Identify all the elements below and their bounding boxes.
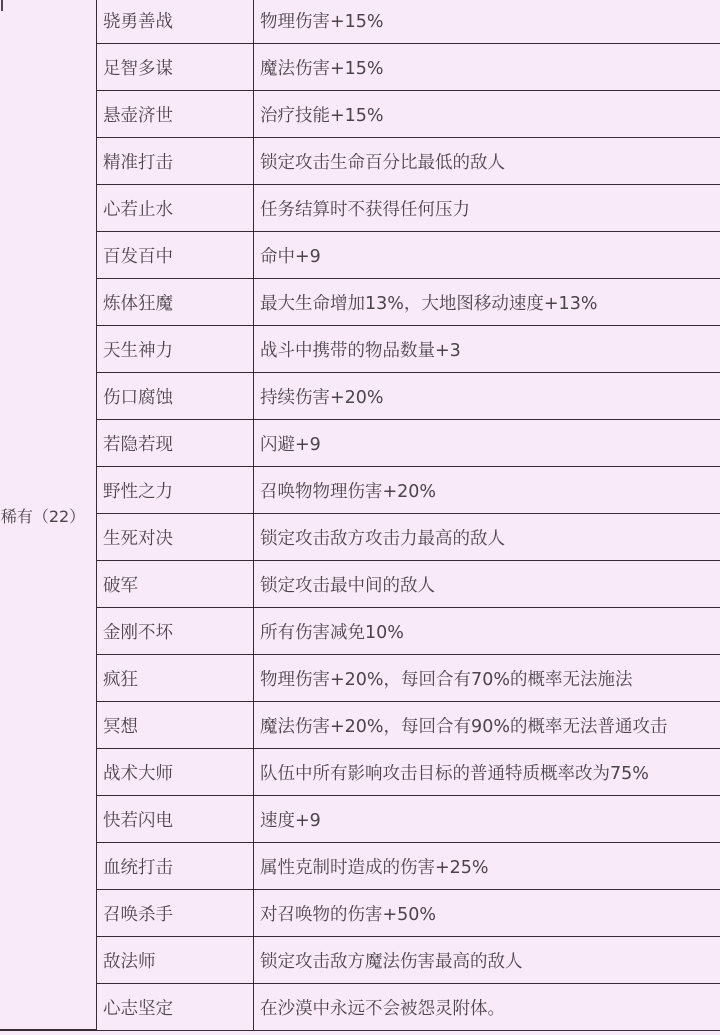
trait-description: 魔法伤害+20%，每回合有90%的概率无法普通攻击 (260, 716, 668, 737)
trait-name-cell (96, 232, 254, 278)
trait-desc-cell (254, 702, 720, 748)
trait-name: 精准打击 (103, 152, 173, 173)
trait-row (96, 561, 720, 608)
trait-row (96, 890, 720, 937)
trait-name-cell (96, 279, 254, 325)
trait-row (96, 279, 720, 326)
trait-name-cell (96, 44, 254, 90)
trait-name: 伤口腐蚀 (103, 387, 173, 408)
trait-name-cell (96, 91, 254, 137)
trait-name-cell (96, 185, 254, 231)
trait-name: 召唤杀手 (103, 904, 173, 925)
trait-description: 队伍中所有影响攻击目标的普通特质概率改为75% (260, 763, 649, 784)
rarity-label: 稀有（22） (0, 506, 86, 526)
trait-description: 锁定攻击生命百分比最低的敌人 (260, 152, 505, 173)
trait-desc-cell (254, 561, 720, 607)
trait-row (96, 608, 720, 655)
trait-desc-cell (254, 655, 720, 701)
table-left-border-fragment (1, 0, 3, 11)
trait-name: 血统打击 (103, 857, 173, 878)
trait-name-cell (96, 561, 254, 607)
trait-description: 所有伤害减免10% (260, 622, 404, 643)
trait-row (96, 984, 720, 1031)
trait-desc-cell (254, 44, 720, 90)
trait-desc-cell (254, 232, 720, 278)
trait-row (96, 843, 720, 890)
trait-name-cell (96, 138, 254, 184)
trait-row (96, 420, 720, 467)
trait-row (96, 44, 720, 91)
trait-desc-cell (254, 984, 720, 1030)
trait-name: 天生神力 (103, 340, 173, 361)
rarity-label-cell (0, 0, 96, 1030)
trait-name: 快若闪电 (103, 810, 173, 831)
trait-description: 治疗技能+15% (260, 105, 384, 126)
trait-desc-cell (254, 279, 720, 325)
trait-name: 野性之力 (103, 481, 173, 502)
trait-row (96, 796, 720, 843)
trait-description: 任务结算时不获得任何压力 (260, 199, 470, 220)
trait-row (96, 138, 720, 185)
trait-description: 锁定攻击敌方魔法伤害最高的敌人 (260, 951, 523, 972)
trait-name: 疯狂 (103, 669, 138, 690)
trait-desc-cell (254, 843, 720, 889)
trait-description: 物理伤害+20%，每回合有70%的概率无法施法 (260, 669, 633, 690)
trait-name: 足智多谋 (103, 58, 173, 79)
trait-name-cell (96, 655, 254, 701)
trait-desc-cell (254, 0, 720, 43)
trait-row (96, 937, 720, 984)
trait-description: 最大生命增加13%，大地图移动速度+13% (260, 293, 598, 314)
trait-name: 心若止水 (103, 199, 173, 220)
trait-row (96, 655, 720, 702)
trait-name: 破军 (103, 575, 138, 596)
trait-description: 属性克制时造成的伤害+25% (260, 857, 489, 878)
trait-desc-cell (254, 420, 720, 466)
trait-desc-cell (254, 138, 720, 184)
trait-description: 物理伤害+15% (260, 11, 384, 32)
trait-desc-cell (254, 326, 720, 372)
trait-name-cell (96, 420, 254, 466)
trait-desc-cell (254, 185, 720, 231)
trait-name: 战术大师 (103, 763, 173, 784)
trait-row (96, 326, 720, 373)
trait-name-cell (96, 0, 254, 43)
trait-description: 魔法伤害+15% (260, 58, 384, 79)
trait-desc-cell (254, 91, 720, 137)
trait-description: 召唤物物理伤害+20% (260, 481, 437, 502)
trait-name: 炼体狂魔 (103, 293, 173, 314)
trait-name-cell (96, 467, 254, 513)
trait-description: 对召唤物的伤害+50% (260, 904, 437, 925)
trait-name: 冥想 (103, 716, 138, 737)
trait-name: 骁勇善战 (103, 11, 173, 32)
trait-rows (96, 0, 720, 1031)
trait-name: 敌法师 (103, 951, 156, 972)
trait-row (96, 91, 720, 138)
trait-name-cell (96, 608, 254, 654)
trait-desc-cell (254, 749, 720, 795)
trait-description: 锁定攻击最中间的敌人 (260, 575, 435, 596)
trait-description: 速度+9 (260, 810, 321, 831)
trait-name-cell (96, 937, 254, 983)
trait-name: 悬壶济世 (103, 105, 173, 126)
trait-desc-cell (254, 937, 720, 983)
table-bottom-border (0, 1029, 97, 1031)
trait-description: 持续伤害+20% (260, 387, 384, 408)
trait-row (96, 467, 720, 514)
trait-row (96, 373, 720, 420)
trait-desc-cell (254, 467, 720, 513)
trait-description: 战斗中携带的物品数量+3 (260, 340, 461, 361)
trait-name-cell (96, 984, 254, 1030)
trait-description: 闪避+9 (260, 434, 321, 455)
trait-name-cell (96, 326, 254, 372)
trait-name: 金刚不坏 (103, 622, 173, 643)
trait-desc-cell (254, 796, 720, 842)
trait-name-cell (96, 890, 254, 936)
trait-name-cell (96, 514, 254, 560)
trait-name-cell (96, 702, 254, 748)
trait-row (96, 232, 720, 279)
trait-row (96, 514, 720, 561)
trait-name: 若隐若现 (103, 434, 173, 455)
trait-name: 心志坚定 (103, 998, 173, 1019)
trait-row (96, 749, 720, 796)
trait-description: 锁定攻击敌方攻击力最高的敌人 (260, 528, 505, 549)
trait-desc-cell (254, 890, 720, 936)
trait-name: 生死对决 (103, 528, 173, 549)
trait-name-cell (96, 373, 254, 419)
trait-row (96, 702, 720, 749)
trait-row (96, 0, 720, 44)
trait-name-cell (96, 749, 254, 795)
trait-desc-cell (254, 373, 720, 419)
trait-row (96, 185, 720, 232)
trait-desc-cell (254, 608, 720, 654)
trait-name-cell (96, 843, 254, 889)
trait-description: 命中+9 (260, 246, 321, 267)
trait-desc-cell (254, 514, 720, 560)
trait-name-cell (96, 796, 254, 842)
trait-description: 在沙漠中永远不会被怨灵附体。 (260, 998, 505, 1019)
trait-name: 百发百中 (103, 246, 173, 267)
